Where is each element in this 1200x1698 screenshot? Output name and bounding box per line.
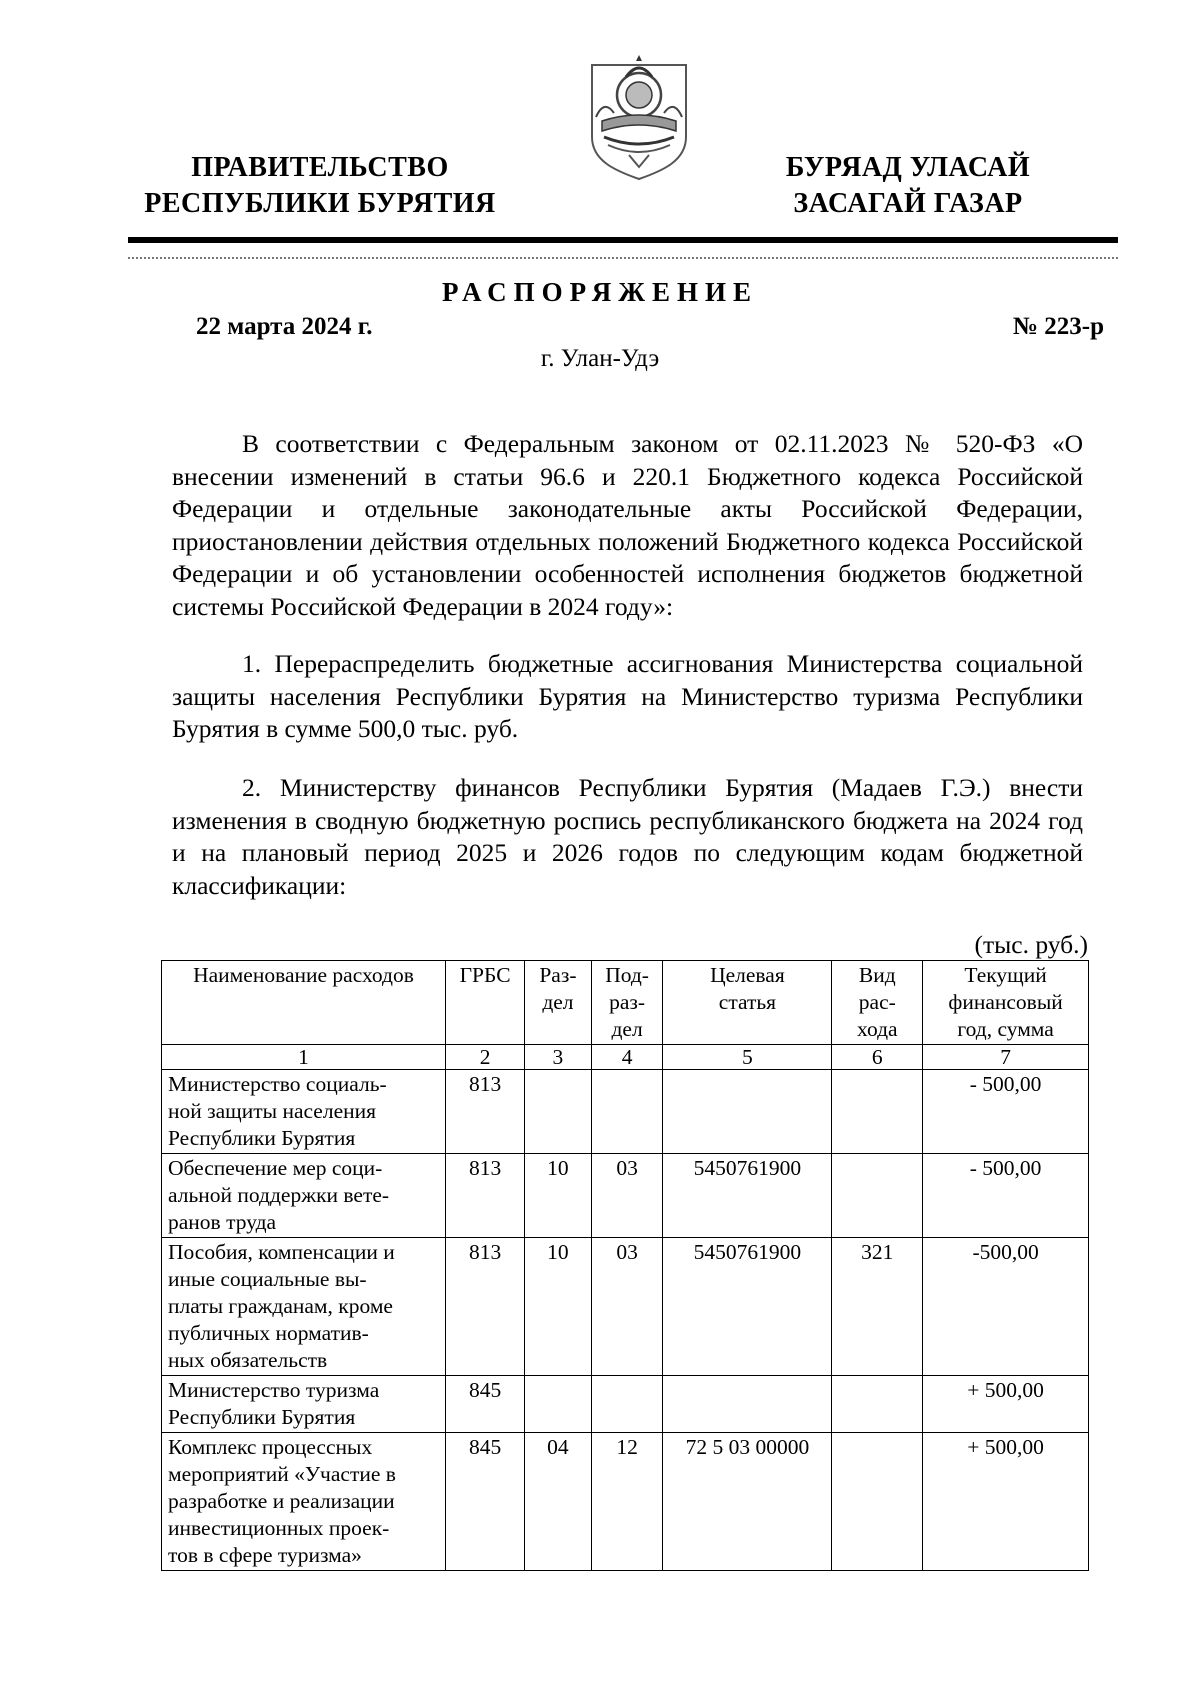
government-name-russian xyxy=(140,150,500,222)
target-article-cell xyxy=(663,1070,832,1154)
expense-type-cell xyxy=(832,1154,923,1238)
expense-name-cell: Обеспечение мер соци- альной поддержки вете- ранов труда xyxy=(162,1154,446,1238)
expense-type-cell xyxy=(832,1070,923,1154)
column-number: 3 xyxy=(525,1045,592,1070)
section-cell: 10 xyxy=(525,1238,592,1376)
document-city: г. Улан-Удэ xyxy=(540,345,660,372)
expense-type-cell: 321 xyxy=(832,1238,923,1376)
document-number: № 223-р xyxy=(1012,313,1104,340)
target-article-cell xyxy=(663,1376,832,1433)
expense-type-cell xyxy=(832,1376,923,1433)
item-2-paragraph: 2. Министерству финансов Республики Бурятия (Мадаев Г.Э.) внести изменения в сводную бюджетную роспись республиканского бюджета на 2024 год и на плановый период 2025 и 2026 годов по следующим кодам бюджетной классификации: xyxy=(172,773,1083,900)
header-divider-thick xyxy=(128,237,1118,243)
header-section: Раз- дел xyxy=(525,961,592,1045)
subsection-cell: 12 xyxy=(591,1433,663,1571)
column-number: 2 xyxy=(446,1045,525,1070)
subsection-cell xyxy=(591,1376,663,1433)
table-header-row xyxy=(162,961,1089,1045)
expense-name-cell: Комплекс процессных мероприятий «Участие в разработке и реализации инвестиционных проек- тов в сфере туризма» xyxy=(162,1433,446,1571)
header-subsection: Под- раз- дел xyxy=(591,961,663,1045)
table-row xyxy=(162,1433,1089,1571)
column-number: 7 xyxy=(923,1045,1089,1070)
amount-cell: -500,00 xyxy=(923,1238,1089,1376)
document-date: 22 марта 2024 г. xyxy=(196,313,373,340)
budget-classification-table xyxy=(161,960,1089,1571)
subsection-cell: 03 xyxy=(591,1154,663,1238)
table-row xyxy=(162,1154,1089,1238)
column-number: 5 xyxy=(663,1045,832,1070)
amount-cell: + 500,00 xyxy=(923,1433,1089,1571)
grbs-cell: 813 xyxy=(446,1070,525,1154)
column-number: 1 xyxy=(162,1045,446,1070)
government-name-line-1: ПРАВИТЕЛЬСТВО xyxy=(191,152,449,183)
item-1-paragraph: 1. Перераспределить бюджетные ассигнования Министерства социальной защиты населения Республики Бурятия на Министерство туризма Республики Бурятия в сумме 500,0 тыс. руб. xyxy=(172,649,1083,743)
government-name-buryat-line-2: ЗАСАГАЙ ГАЗАР xyxy=(793,188,1023,219)
intro-paragraph: В соответствии с Федеральным законом от 02.11.2023 № 520-ФЗ «О внесении изменений в статьи 96.6 и 220.1 Бюджетного кодекса Российской Федерации и отдельные законодательные акты Российской Федерации, приостановлении действия отдельных положений Бюджетного кодекса Российской Федерации и об установлении особенностей исполнения бюджетов бюджетной системы Российской Федерации в 2024 году»: xyxy=(172,429,1083,621)
grbs-cell: 845 xyxy=(446,1433,525,1571)
header-current-year-amount: Текущий финансовый год, сумма xyxy=(923,961,1089,1045)
column-number-row xyxy=(162,1045,1089,1070)
amount-cell: + 500,00 xyxy=(923,1376,1089,1433)
table-units-label: (тыс. руб.) xyxy=(974,930,1088,959)
header-expense-type: Вид рас- хода xyxy=(832,961,923,1045)
table-row xyxy=(162,1238,1089,1376)
government-name-line-2: РЕСПУБЛИКИ БУРЯТИЯ xyxy=(144,188,496,219)
table-row xyxy=(162,1070,1089,1154)
government-name-buryat xyxy=(758,150,1058,222)
government-name-buryat-line-1: БУРЯАД УЛАСАЙ xyxy=(785,152,1031,183)
expense-type-cell xyxy=(832,1433,923,1571)
target-article-cell: 5450761900 xyxy=(663,1238,832,1376)
table-row xyxy=(162,1376,1089,1433)
document-type-title: РАСПОРЯЖЕНИЕ xyxy=(441,277,759,307)
target-article-cell: 72 5 03 00000 xyxy=(663,1433,832,1571)
expense-name-cell: Пособия, компенсации и иные социальные вы- платы гражданам, кроме публичных норматив- ных обязательств xyxy=(162,1238,446,1376)
header-target-article: Целевая статья xyxy=(663,961,832,1045)
grbs-cell: 845 xyxy=(446,1376,525,1433)
expense-name-cell: Министерство социаль- ной защиты населения Республики Бурятия xyxy=(162,1070,446,1154)
column-number: 4 xyxy=(591,1045,663,1070)
header-grbs: ГРБС xyxy=(446,961,525,1045)
column-number: 6 xyxy=(832,1045,923,1070)
section-cell: 10 xyxy=(525,1154,592,1238)
header-divider-thin xyxy=(128,257,1118,259)
section-cell xyxy=(525,1070,592,1154)
grbs-cell: 813 xyxy=(446,1238,525,1376)
section-cell xyxy=(525,1376,592,1433)
subsection-cell: 03 xyxy=(591,1238,663,1376)
amount-cell: - 500,00 xyxy=(923,1154,1089,1238)
expense-name-cell: Министерство туризма Республики Бурятия xyxy=(162,1376,446,1433)
header-expense-name: Наименование расходов xyxy=(162,961,446,1045)
grbs-cell: 813 xyxy=(446,1154,525,1238)
coat-of-arms-emblem xyxy=(584,55,694,183)
subsection-cell xyxy=(591,1070,663,1154)
section-cell: 04 xyxy=(525,1433,592,1571)
amount-cell: - 500,00 xyxy=(923,1070,1089,1154)
target-article-cell: 5450761900 xyxy=(663,1154,832,1238)
